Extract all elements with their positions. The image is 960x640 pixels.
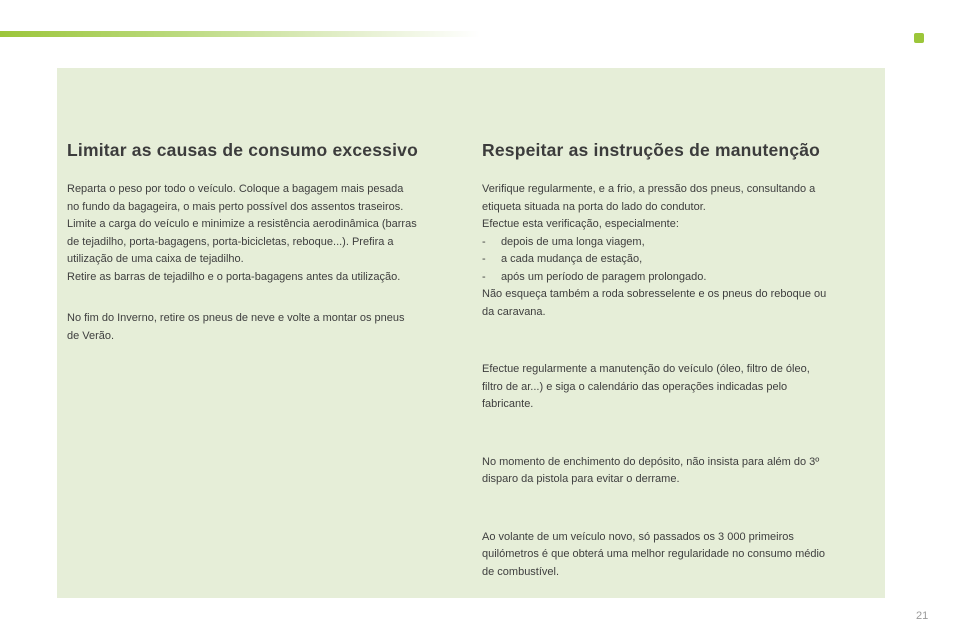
text-line: utilização de uma caixa de tejadilho. (67, 253, 244, 265)
text-line: Efectue regularmente a manutenção do veículo (óleo, filtro de óleo, (482, 363, 810, 375)
page-number: 21 (916, 610, 929, 622)
left-section-title: Limitar as causas de consumo excessivo (67, 140, 418, 160)
list-item: - a cada mudança de estação, (482, 253, 643, 265)
text-line: etiqueta situada na porta do lado do condutor. (482, 200, 706, 213)
text-line: Ao volante de um veículo novo, só passados os 3 000 primeiros (482, 530, 794, 543)
text-line: fabricante. (482, 398, 534, 410)
right-section-title: Respeitar as instruções de manutenção (482, 140, 821, 160)
text-line: no fundo da bagageira, o mais perto possível dos assentos traseiros. (67, 200, 404, 213)
list-item: - após um período de paragem prolongado. (482, 270, 707, 283)
left-paragraph-2 (67, 310, 463, 345)
text-line: Reparta o peso por todo o veículo. Coloque a bagagem mais pesada (67, 183, 404, 195)
text-line: Não esqueça também a roda sobresselente e os pneus do reboque ou (482, 288, 827, 300)
text-line: Verifique regularmente, e a frio, a pressão dos pneus, consultando a (482, 183, 816, 195)
corner-marker (914, 33, 924, 43)
left-section (67, 140, 463, 345)
text-line: quilómetros é que obterá uma melhor regularidade no consumo médio (482, 548, 826, 560)
text-line: de combustível. (482, 565, 560, 578)
right-section (482, 140, 874, 581)
text-line: de tejadilho, porta-bagagens, porta-bicicletas, reboque...). Prefira a (67, 235, 394, 248)
text-line: de Verão. (67, 329, 115, 342)
right-paragraph-1 (482, 181, 874, 321)
text-line: No momento de enchimento do depósito, não insista para além do 3º (482, 455, 820, 468)
left-paragraph-1 (67, 181, 463, 286)
right-paragraph-4 (482, 529, 874, 582)
text-line: da caravana. (482, 305, 546, 318)
text-line: Limite a carga do veículo e minimize a resistência aerodinâmica (barras (67, 218, 417, 230)
header-accent-bar (0, 31, 480, 37)
content-panel (57, 68, 885, 598)
text-line: filtro de ar...) e siga o calendário das operações indicadas pelo (482, 380, 788, 393)
text-line: Efectue esta verificação, especialmente: (482, 218, 679, 230)
list-item: - depois de uma longa viagem, (482, 235, 645, 248)
right-paragraph-2 (482, 361, 874, 414)
text-line: Retire as barras de tejadilho e o porta-bagagens antes da utilização. (67, 270, 401, 283)
text-line: disparo da pistola para evitar o derrame. (482, 473, 680, 485)
right-paragraph-3 (482, 454, 874, 489)
text-line: No fim do Inverno, retire os pneus de neve e volte a montar os pneus (67, 312, 405, 324)
